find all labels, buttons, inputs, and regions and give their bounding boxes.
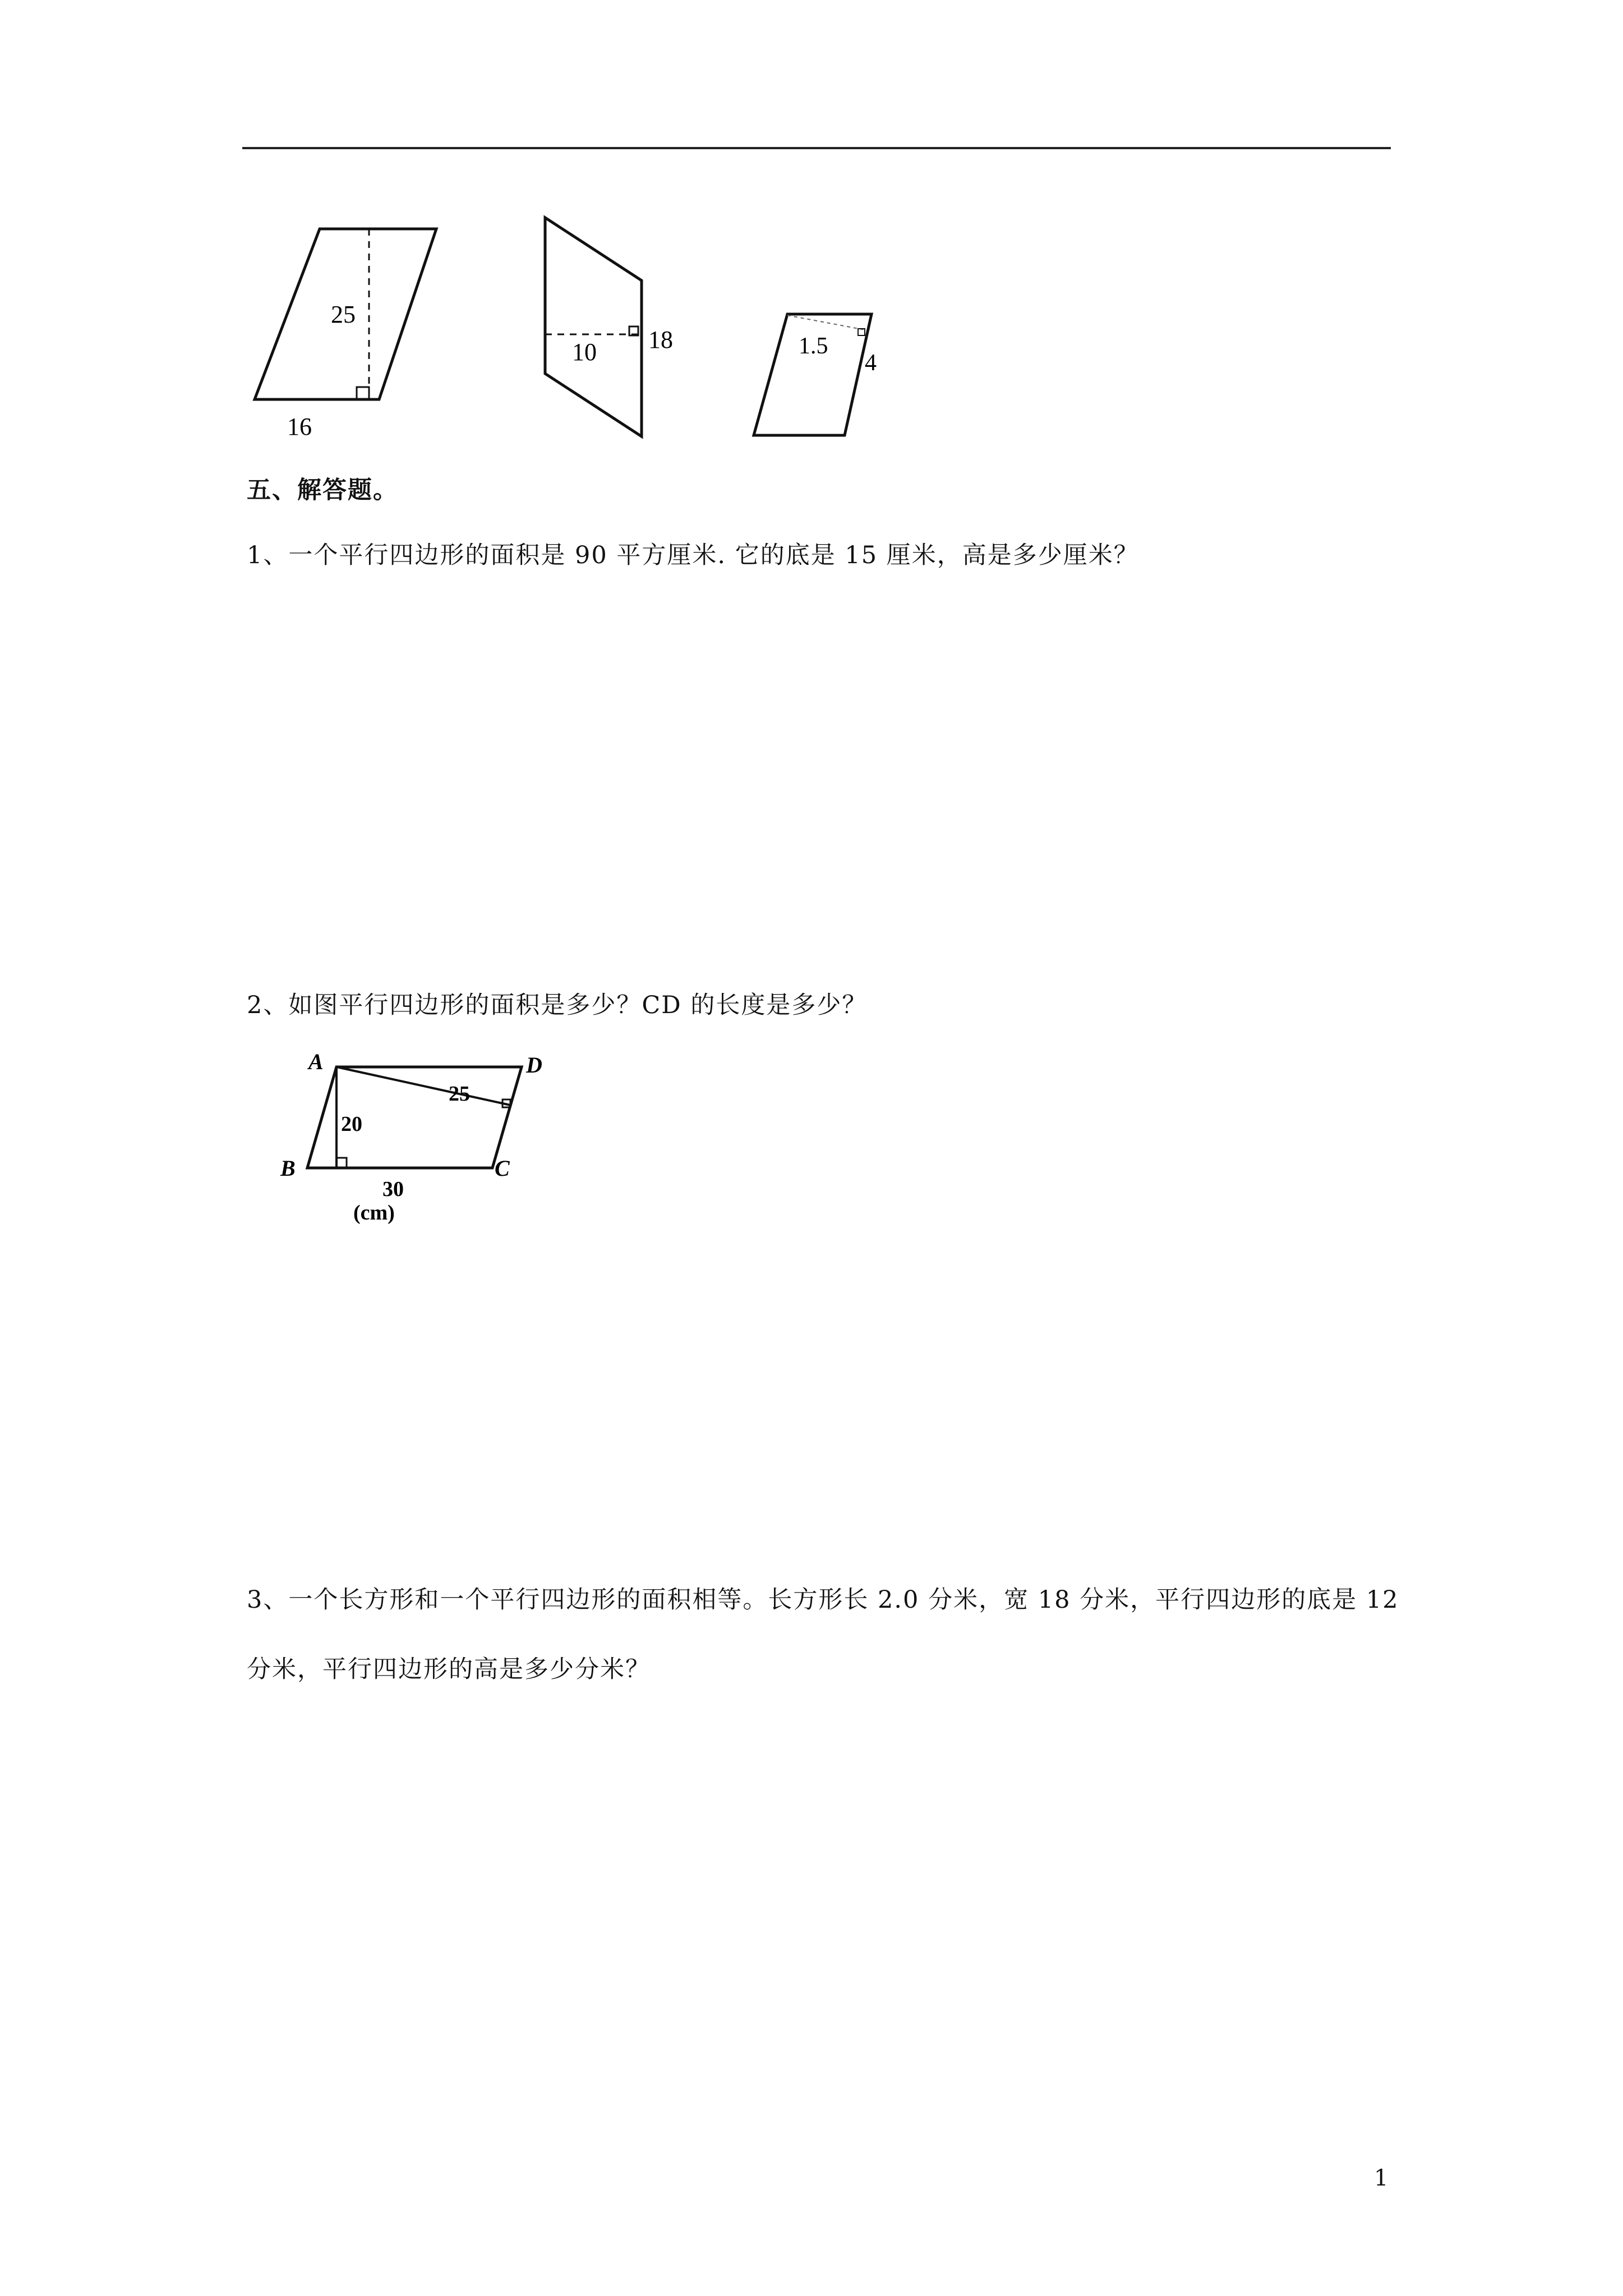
parallelogram-figure-3 bbox=[740, 303, 909, 449]
fig2-height-label: 10 bbox=[572, 338, 597, 366]
header-rule bbox=[242, 147, 1391, 149]
fig2-side-label: 18 bbox=[648, 326, 673, 353]
fig3-height-label: 1.5 bbox=[799, 333, 828, 359]
question-1: 1、一个平行四边形的面积是 90 平方厘米. 它的底是 15 厘米，高是多少厘米？ bbox=[247, 541, 1139, 569]
vertex-c-label: C bbox=[495, 1156, 510, 1181]
question-2: 2、如图平行四边形的面积是多少？CD 的长度是多少？ bbox=[247, 991, 868, 1019]
parallelogram-figure-2 bbox=[533, 208, 701, 443]
fig1-base-label: 16 bbox=[287, 413, 312, 440]
vertex-b-label: B bbox=[280, 1156, 296, 1181]
unit-label: (cm) bbox=[353, 1201, 395, 1225]
vertex-a-label: A bbox=[308, 1049, 324, 1074]
fig1-height-label: 25 bbox=[331, 301, 356, 328]
base-30-label: 30 bbox=[382, 1177, 404, 1201]
parallelogram-figure-abcd bbox=[275, 1043, 566, 1245]
parallelogram-figure-1 bbox=[241, 213, 454, 449]
fig3-side-label: 4 bbox=[865, 350, 877, 376]
section-heading: 五、解答题。 bbox=[247, 476, 398, 504]
height-20-label: 20 bbox=[341, 1112, 362, 1136]
height-25-label: 25 bbox=[449, 1082, 470, 1106]
page-number: 1 bbox=[1374, 2165, 1389, 2191]
vertex-d-label: D bbox=[526, 1052, 542, 1078]
question-3: 3、一个长方形和一个平行四边形的面积相等。长方形长 2.0 分米，宽 18 分米，平行四边形的底是 12 分米，平行四边形的高是多少分米？ bbox=[247, 1586, 1399, 1683]
